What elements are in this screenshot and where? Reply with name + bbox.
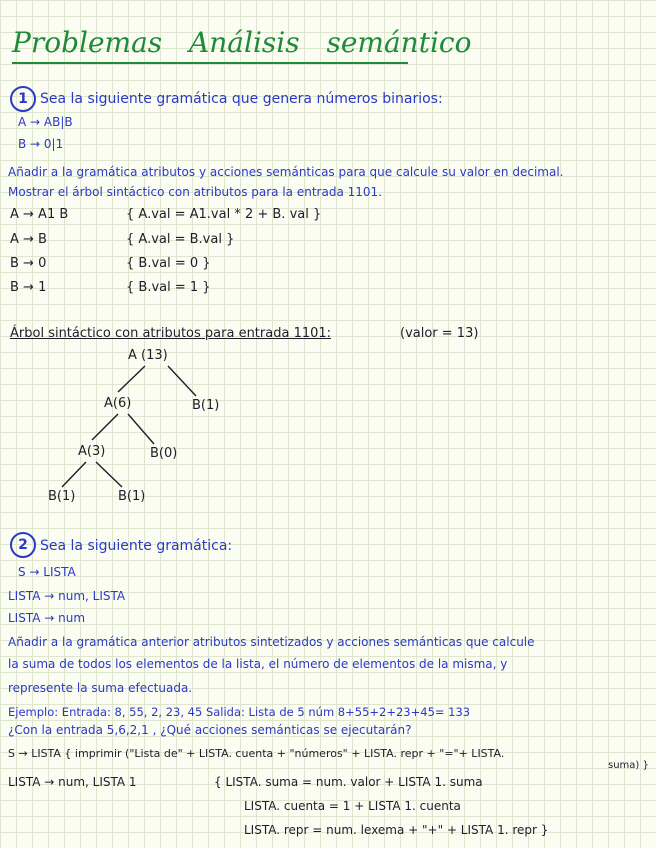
lista-action-1: { LISTA. suma = num. valor + LISTA 1. suma	[214, 775, 483, 789]
edge-a6-a3	[92, 414, 118, 440]
problem-1-desc-1: Añadir a la gramática atributos y acciones semánticas para que calcule su valor en decimal.	[8, 165, 564, 179]
grammar2-rule-2: LISTA → num, LISTA	[8, 589, 126, 603]
tree-node-b1-top: B(1)	[192, 398, 220, 413]
problem-2-heading: Sea la siguiente gramática:	[40, 538, 233, 554]
edge-a3-b1-right	[96, 462, 122, 487]
tree-node-root: A (13)	[128, 348, 168, 363]
tree-node-b1-left: B(1)	[48, 489, 76, 504]
tree-node-b0: B(0)	[150, 446, 178, 461]
s-rule: S → LISTA { imprimir ("Lista de" + LISTA. cuenta + "números" + LISTA. repr + "="+ LISTA.	[8, 747, 505, 760]
tree-node-a6: A(6)	[104, 396, 132, 411]
tree-value: (valor = 13)	[400, 326, 479, 341]
page-title: Problemas Análisis semántico	[12, 26, 472, 59]
lista-action-3: LISTA. repr = num. lexema + "+" + LISTA 1. repr }	[244, 823, 549, 837]
grammar-rule-1: A → AB|B	[18, 115, 73, 129]
s-rule-continuation: suma) }	[608, 760, 649, 771]
edge-a3-b1-left	[62, 462, 86, 487]
edge-a6-b0	[128, 414, 154, 444]
lista-action-2: LISTA. cuenta = 1 + LISTA 1. cuenta	[244, 799, 461, 813]
problem-1-heading: Sea la siguiente gramática que genera números binarios:	[40, 91, 443, 107]
grammar2-rule-3: LISTA → num	[8, 611, 86, 625]
tree-node-b1-right: B(1)	[118, 489, 146, 504]
grammar-rule-2: B → 0|1	[18, 137, 64, 151]
edge-root-b1	[168, 366, 196, 396]
problem-1-number: 1	[10, 86, 36, 112]
problem-2-desc-2: la suma de todos los elementos de la lista, el número de elementos de la misma, y	[8, 657, 508, 671]
production-action-4: { B.val = 1 }	[126, 280, 211, 295]
production-lhs-1: A → A1 B	[10, 207, 69, 222]
production-lhs-4: B → 1	[10, 280, 47, 295]
tree-title: Árbol sintáctico con atributos para entrada 1101:	[10, 326, 332, 341]
problem-2-question: ¿Con la entrada 5,6,2,1 , ¿Qué acciones semánticas se ejecutarán?	[8, 723, 412, 737]
grammar2-rule-1: S → LISTA	[18, 565, 76, 579]
production-action-2: { A.val = B.val }	[126, 232, 235, 247]
production-action-1: { A.val = A1.val * 2 + B. val }	[126, 207, 322, 222]
problem-2-desc-1: Añadir a la gramática anterior atributos sintetizados y acciones semánticas que calcule	[8, 635, 535, 649]
lista-rule-lhs: LISTA → num, LISTA 1	[8, 775, 137, 789]
problem-2-example: Ejemplo: Entrada: 8, 55, 2, 23, 45 Salida: Lista de 5 núm 8+55+2+23+45= 133	[8, 705, 471, 719]
tree-node-a3: A(3)	[78, 444, 106, 459]
production-lhs-3: B → 0	[10, 256, 47, 271]
production-action-3: { B.val = 0 }	[126, 256, 211, 271]
production-lhs-2: A → B	[10, 232, 47, 247]
problem-2-number: 2	[10, 532, 36, 558]
problem-1-desc-2: Mostrar el árbol sintáctico con atributos para la entrada 1101.	[8, 185, 382, 199]
problem-2-desc-3: represente la suma efectuada.	[8, 681, 193, 695]
edge-root-a6	[118, 366, 145, 392]
